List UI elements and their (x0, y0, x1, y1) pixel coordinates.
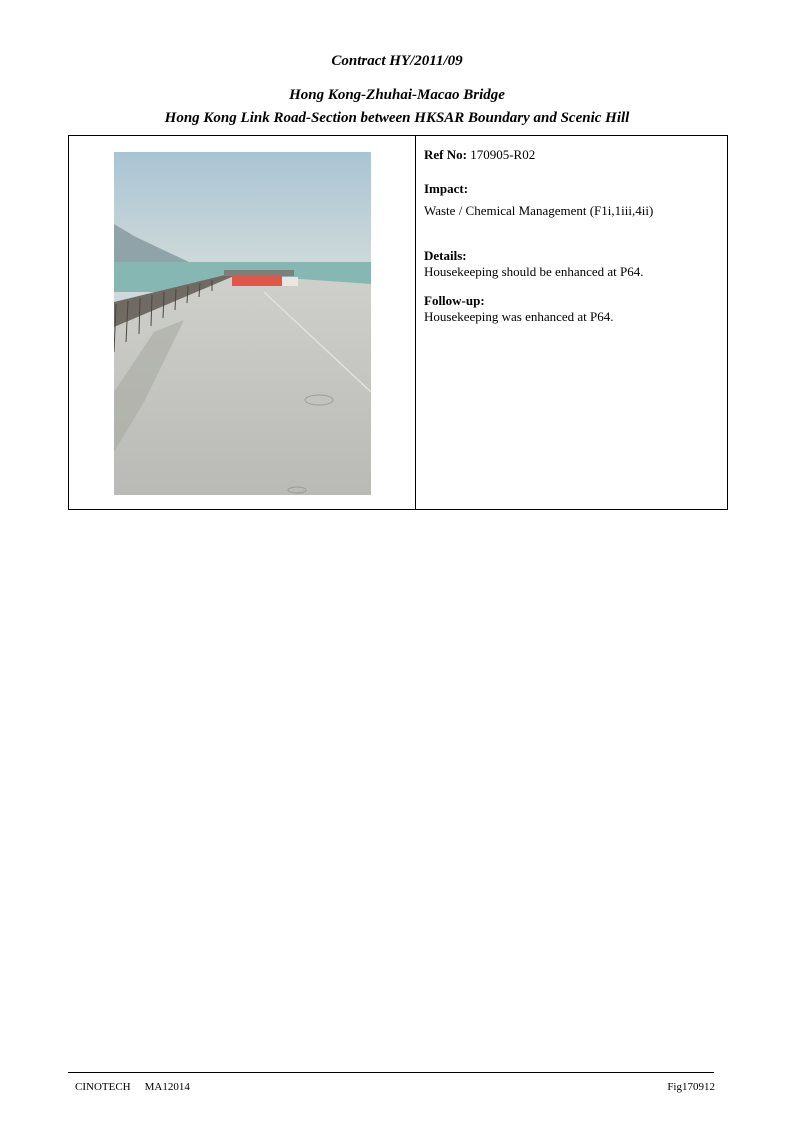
section-title: Hong Kong Link Road-Section between HKSAR Boundary and Scenic Hill (164, 110, 630, 126)
contract-title: Contract HY/2011/09 (331, 53, 463, 69)
footer-left (75, 1080, 190, 1094)
footer-company: CINOTECH (75, 1081, 131, 1093)
footer-figure: Fig170912 (667, 1081, 715, 1093)
footer-code: MA12014 (144, 1081, 190, 1093)
impact-label: Impact: (424, 181, 469, 196)
ref-label: Ref No: (424, 147, 467, 162)
details-value: Housekeeping should be enhanced at P64. (424, 264, 644, 279)
followup-value: Housekeeping was enhanced at P64. (424, 309, 614, 324)
site-photo (114, 152, 371, 495)
footer-rule (68, 1072, 714, 1073)
ref-line (424, 147, 719, 163)
ref-value: 170905-R02 (470, 147, 536, 162)
project-title: Hong Kong-Zhuhai-Macao Bridge (289, 87, 505, 103)
impact-value: Waste / Chemical Management (F1i,1iii,4ii) (424, 203, 654, 218)
followup-label: Follow-up: (424, 293, 485, 308)
photo-cell (69, 136, 416, 509)
details-label: Details: (424, 248, 467, 263)
report-table (68, 135, 728, 510)
record-details (424, 147, 719, 325)
